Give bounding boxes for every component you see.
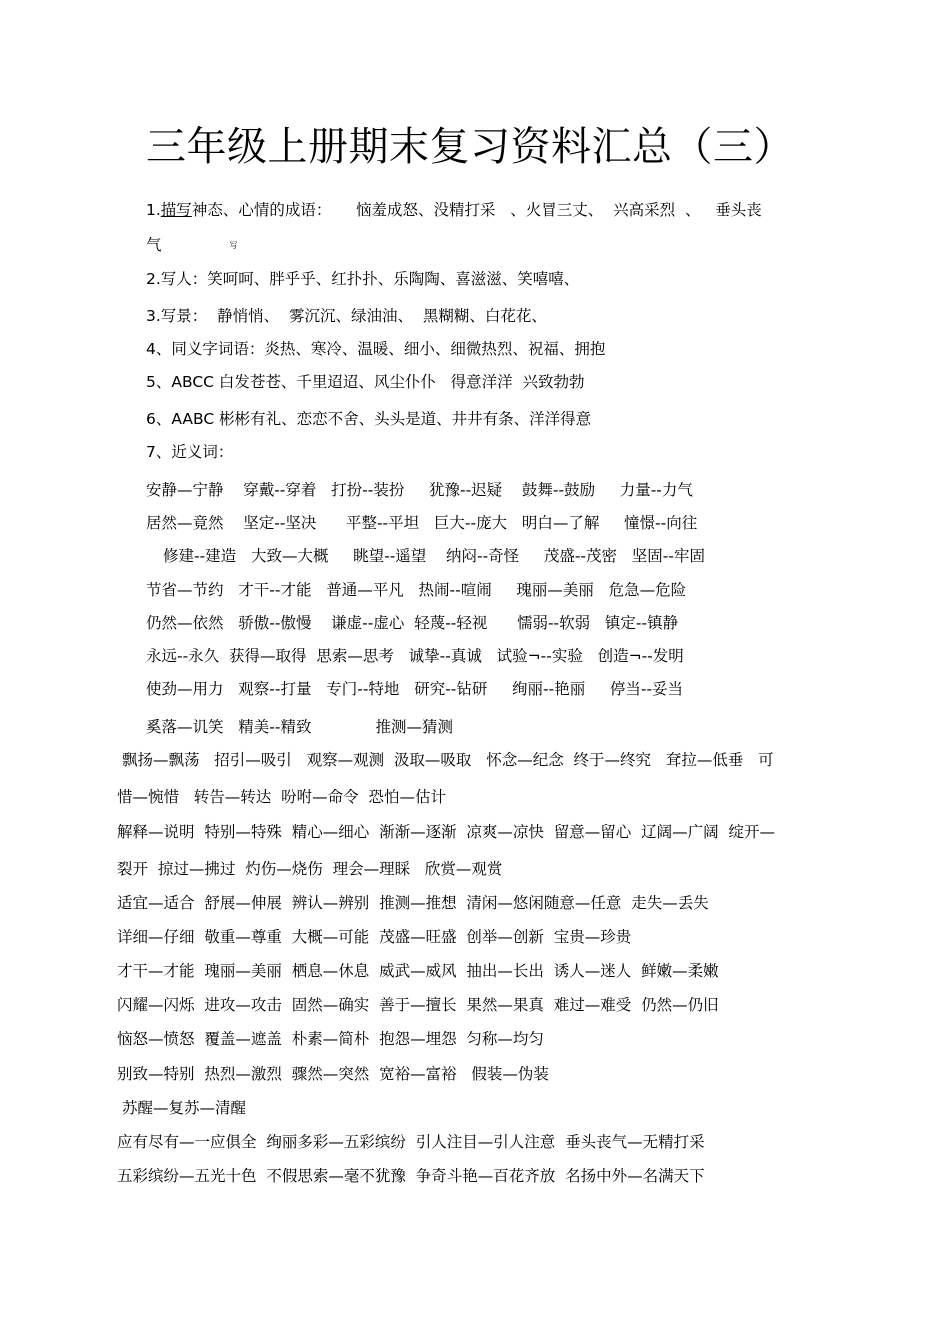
synonym-line: 应有尽有—一应俱全 绚丽多彩—五彩缤纷 引人注目—引人注意 垂头丧气—无精打采 — [117, 1133, 705, 1151]
synonym-line: 五彩缤纷—五光十色 不假思索—毫不犹豫 争奇斗艳—百花齐放 名扬中外—名满天下 — [117, 1167, 705, 1185]
synonym-line: 详细—仔细 敬重—尊重 大概—可能 茂盛—旺盛 创举—创新 宝贵—珍贵 — [117, 928, 632, 946]
item-4-line: 4、同义字词语：炎热、寒冷、温暖、细小、细微热烈、祝福、拥抱 — [146, 340, 606, 358]
item-3-line: 3.写景： 静悄悄、 雾沉沉、绿油油、 黑糊糊、白花花、 — [146, 307, 547, 325]
synonym-line: 闪耀—闪烁 进攻—攻击 固然—确实 善于—擅长 果然—果真 难过—难受 仍然—仍旧 — [117, 996, 719, 1014]
item-1-small-mark: 写 — [229, 240, 238, 250]
item-5-line: 5、ABCC 白发苍苍、千里迢迢、风尘仆仆 得意洋洋 兴致勃勃 — [146, 373, 585, 391]
synonym-line: 苏醒—复苏—清醒 — [122, 1099, 247, 1117]
synonym-line: 节省—节约 才干--才能 普通—平凡 热闹--喧闹 瑰丽—美丽 危急—危险 — [146, 581, 687, 599]
item-1-underlined-word: 描写 — [160, 201, 192, 219]
item-1-wrap: 气 — [146, 236, 162, 254]
synonym-line: 仍然—依然 骄傲--傲慢 谦虚--虚心 轻蔑--轻视 懦弱--软弱 镇定--镇静 — [146, 614, 679, 632]
item-1-line — [146, 199, 762, 221]
synonym-line: 居然—竟然 坚定--坚决 平整--平坦 巨大--庞大 明白—了解 憧憬--向往 — [146, 514, 698, 532]
synonym-line: 奚落—讥笑 精美--精致 推测—猜测 — [146, 718, 454, 736]
synonym-line: 才干—才能 瑰丽—美丽 栖息—休息 威武—威风 抽出—长出 诱人—迷人 鲜嫩—柔嫩 — [117, 962, 719, 980]
item-6-line: 6、AABC 彬彬有礼、恋恋不舍、头头是道、井井有条、洋洋得意 — [146, 410, 592, 428]
synonym-line: 使劲—用力 观察--打量 专门--特地 研究--钻研 绚丽--艳丽 停当--妥当 — [146, 680, 684, 698]
synonym-line: 恼怒—愤怒 覆盖—遮盖 朴素—简朴 抱怨—埋怨 匀称—均匀 — [117, 1030, 544, 1048]
item-1-text: 神态、心情的成语： 恼羞成怒、没精打采 、火冒三丈、 兴高采烈 、 垂头丧 — [191, 201, 762, 219]
item-2-line: 2.写人：笑呵呵、胖乎乎、红扑扑、乐陶陶、喜滋滋、笑嘻嘻、 — [146, 270, 580, 288]
item-1-wrap-line — [146, 234, 238, 257]
synonym-line: 飘扬—飘荡 招引—吸引 观察—观测 汲取—吸取 怀念—纪念 终于—终究 耷拉—低垂 可 — [122, 751, 774, 769]
item-7-heading: 7、近义词： — [146, 443, 234, 461]
page-title: 三年级上册期末复习资料汇总（三） — [146, 124, 794, 170]
synonym-line: 安静—宁静 穿戴--穿着 打扮--装扮 犹豫--迟疑 鼓舞--鼓励 力量--力气 — [146, 481, 693, 499]
synonym-line: 永远--永久 获得—取得 思索—思考 诚挚--真诚 试验¬--实验 创造¬--发明 — [146, 647, 684, 665]
synonym-line: 惜—惋惜 转告—转达 吩咐—命令 恐怕—估计 — [117, 788, 446, 806]
synonym-line: 解释—说明 特别—特殊 精心—细心 渐渐—逐渐 凉爽—凉快 留意—留心 辽阔—广阔 绽开— — [117, 823, 775, 841]
synonym-line: 修建--建造 大致—大概 眺望--遥望 纳闷--奇怪 茂盛--茂密 坚固--牢固 — [163, 547, 705, 565]
synonym-line: 适宜—适合 舒展—伸展 辨认—辨别 推测—推想 清闲—悠闲随意—任意 走失—丢失 — [117, 894, 709, 912]
item-1-number: 1. — [146, 201, 161, 219]
synonym-line: 裂开 掠过—拂过 灼伤—烧伤 理会—理睬 欣赏—观赏 — [117, 860, 503, 878]
synonym-line: 别致—特别 热烈—激烈 骤然—突然 宽裕—富裕 假装—伪装 — [117, 1065, 549, 1083]
